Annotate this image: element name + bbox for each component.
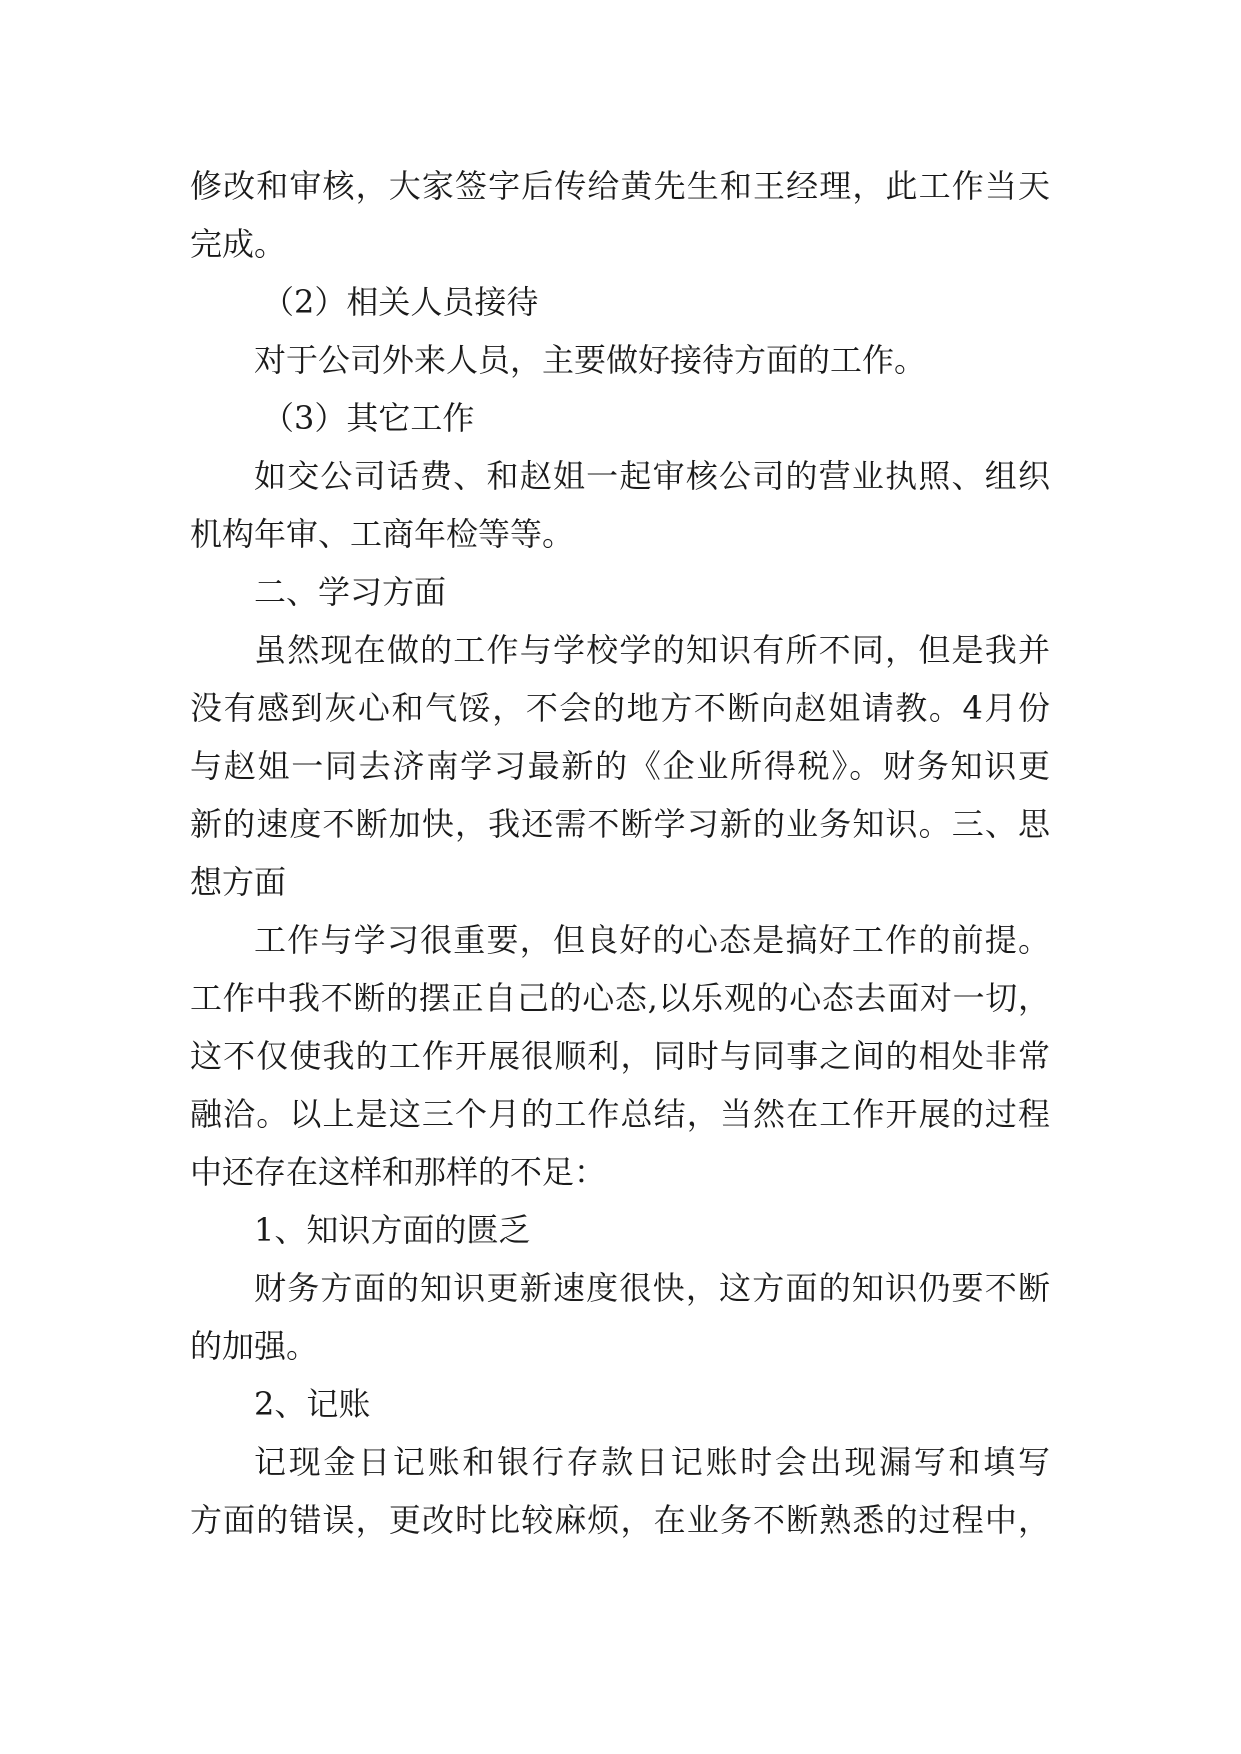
list-heading-bookkeeping: 2、记账 (254, 1385, 371, 1423)
text-line-6: 如交公司话费、和赵姐一起审核公司的营业执照、组织 (254, 457, 1050, 495)
text-line-7: 机构年审、工商年检等等。 (190, 515, 575, 553)
text-line-17: 融洽。以上是这三个月的工作总结，当然在工作开展的过程 (190, 1095, 1050, 1133)
text-line-20: 财务方面的知识更新速度很快，这方面的知识仍要不断 (254, 1269, 1050, 1307)
list-heading-knowledge: 1、知识方面的匮乏 (254, 1211, 531, 1249)
text-line-13: 想方面 (190, 863, 287, 901)
text-line-21: 的加强。 (190, 1327, 319, 1365)
text-line-2: 完成。 (190, 225, 287, 263)
section-heading-study: 二、学习方面 (254, 573, 447, 611)
text-line-16: 这不仅使我的工作开展很顺利，同时与同事之间的相处非常 (190, 1037, 1050, 1075)
text-line-1: 修改和审核，大家签字后传给黄先生和王经理，此工作当天 (190, 167, 1050, 205)
text-line-23: 记现金日记账和银行存款日记账时会出现漏写和填写 (254, 1443, 1050, 1481)
text-line-14: 工作与学习很重要，但良好的心态是搞好工作的前提。 (254, 921, 1050, 959)
text-line-10: 没有感到灰心和气馁，不会的地方不断向赵姐请教。4月份 (190, 689, 1050, 727)
text-line-9: 虽然现在做的工作与学校学的知识有所不同，但是我并 (254, 631, 1050, 669)
subheading-other-work: （3）其它工作 (262, 399, 475, 437)
text-line-24: 方面的错误，更改时比较麻烦，在业务不断熟悉的过程中， (190, 1501, 1050, 1539)
subheading-reception: （2）相关人员接待 (262, 283, 539, 321)
text-line-15: 工作中我不断的摆正自己的心态,以乐观的心态去面对一切， (190, 979, 1050, 1017)
text-line-4: 对于公司外来人员，主要做好接待方面的工作。 (254, 341, 927, 379)
text-line-11: 与赵姐一同去济南学习最新的《企业所得税》。财务知识更 (190, 747, 1050, 785)
text-line-18: 中还存在这样和那样的不足： (190, 1153, 607, 1191)
text-line-12: 新的速度不断加快，我还需不断学习新的业务知识。三、思 (190, 805, 1050, 843)
